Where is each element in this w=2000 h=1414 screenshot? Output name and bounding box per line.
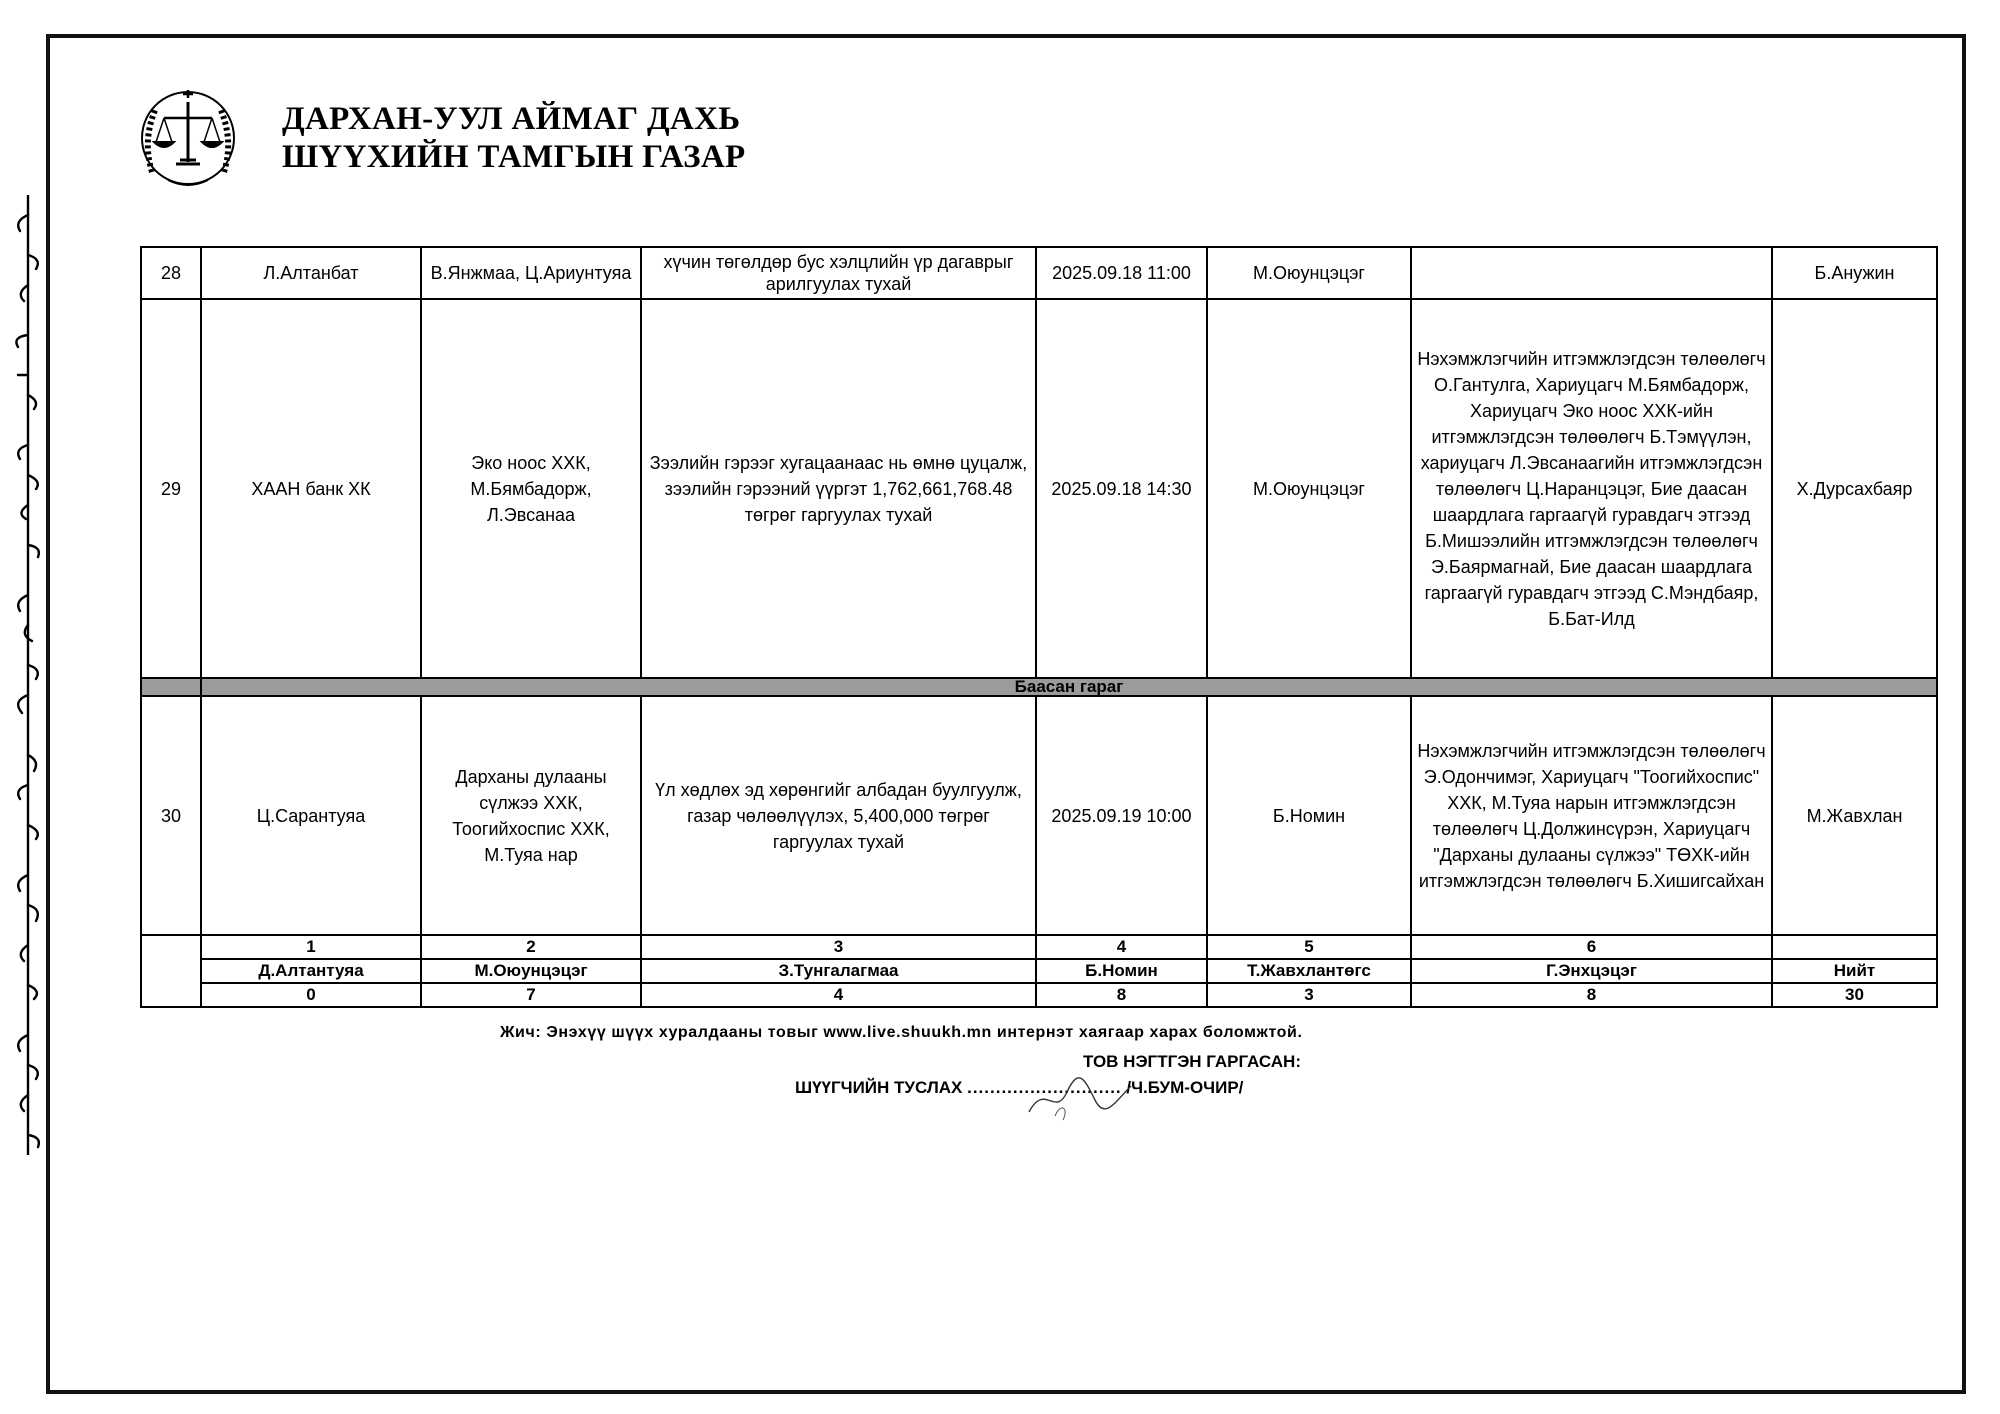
tally-count-row	[141, 983, 1937, 1007]
signature-line	[795, 1078, 1243, 1098]
tally-count: 3	[1207, 983, 1411, 1007]
judge-cell: Б.Номин	[1207, 696, 1411, 935]
secretary-cell: Б.Анужин	[1772, 247, 1937, 299]
tally-blank	[141, 935, 201, 1007]
claim-cell: Үл хөдлөх эд хөрөнгийг албадан буулгуулж, газар чөлөөлүүлэх, 5,400,000 төгрөг гаргуулах тухай	[641, 696, 1036, 935]
tally-count: 8	[1411, 983, 1772, 1007]
defendant-cell: В.Янжмаа, Ц.Ариунтуяа	[421, 247, 641, 299]
participants-cell: Нэхэмжлэгчийн итгэмжлэгдсэн төлөөлөгч О.Гантулга, Хариуцагч М.Бямбадорж, Хариуцагч Эко ноос ХХК-ийн итгэмжлэгдсэн төлөөлөгч Б.Тэмүүлэн, хариуцагч Л.Эвсанаагийн итгэмжлэгдсэн төлөөлөгч Ц.Наранцэцэг, Бие даасан шаардлага гаргаагүй гуравдагч этгээд Б.Мишээлийн итгэмжлэгдсэн төлөөлөгч Э.Баярмагнай, Бие даасан шаардлага гаргаагүй гуравдагч этгээд С.Мэндбаяр, Б.Бат-Илд	[1411, 299, 1772, 678]
hearing-schedule-table	[140, 246, 1938, 1008]
tally-judge-name: М.Оюунцэцэг	[421, 959, 641, 983]
table-row	[141, 247, 1937, 299]
tally-judge-name: Г.Энхцэцэг	[1411, 959, 1772, 983]
judge-cell: М.Оюунцэцэг	[1207, 299, 1411, 678]
judge-cell: М.Оюунцэцэг	[1207, 247, 1411, 299]
secretary-cell: М.Жавхлан	[1772, 696, 1937, 935]
tally-index: 4	[1036, 935, 1207, 959]
day-separator-row	[141, 678, 1937, 696]
tally-count: 4	[641, 983, 1036, 1007]
participants-cell	[1411, 247, 1772, 299]
table-row	[141, 696, 1937, 935]
tally-index: 5	[1207, 935, 1411, 959]
datetime-cell: 2025.09.18 14:30	[1036, 299, 1207, 678]
assistant-label: ШҮҮГЧИЙН ТУСЛАХ	[795, 1078, 963, 1097]
tally-index: 1	[201, 935, 421, 959]
vertical-mongolian-script	[8, 195, 48, 1155]
secretary-cell: Х.Дурсахбаяр	[1772, 299, 1937, 678]
datetime-cell: 2025.09.19 10:00	[1036, 696, 1207, 935]
tally-index-row	[141, 935, 1937, 959]
tally-index	[1772, 935, 1937, 959]
organization-name	[282, 100, 745, 176]
tally-index: 3	[641, 935, 1036, 959]
tally-judge-name: Б.Номин	[1036, 959, 1207, 983]
plaintiff-cell: ХААН банк ХК	[201, 299, 421, 678]
tally-name-row	[141, 959, 1937, 983]
assistant-name: /Ч.БУМ-ОЧИР/	[1126, 1078, 1244, 1097]
row-number: 29	[141, 299, 201, 678]
court-emblem-logo	[138, 80, 238, 200]
organization-name-line-1: ДАРХАН-УУЛ АЙМАГ ДАХЬ	[282, 101, 741, 137]
tally-index: 2	[421, 935, 641, 959]
defendant-cell: Дарханы дулааны сүлжээ ХХК, Тоогийхоспис ХХК, М.Туяа нар	[421, 696, 641, 935]
tally-judge-name: Т.Жавхлантөгс	[1207, 959, 1411, 983]
tally-count: 0	[201, 983, 421, 1007]
row-number: 30	[141, 696, 201, 935]
datetime-cell: 2025.09.18 11:00	[1036, 247, 1207, 299]
organization-name-line-2: ШҮҮХИЙН ТАМГЫН ГАЗАР	[282, 139, 746, 175]
signature-dots: ...........................	[967, 1078, 1122, 1097]
footnote: Жич: Энэхүү шүүх хуралдааны товыг www.live.shuukh.mn интернэт хаягаар харах боломжтой.	[500, 1024, 1303, 1041]
tally-index: 6	[1411, 935, 1772, 959]
tally-count: 7	[421, 983, 641, 1007]
plaintiff-cell: Л.Алтанбат	[201, 247, 421, 299]
claim-cell: Зээлийн гэрээг хугацаанаас нь өмнө цуцалж, зээлийн гэрээний үүргэт 1,762,661,768.48 төгрөг гаргуулах тухай	[641, 299, 1036, 678]
claim-cell: хүчин төгөлдөр бус хэлцлийн үр дагаврыг арилгуулах тухай	[641, 247, 1036, 299]
tally-judge-name: Д.Алтантуяа	[201, 959, 421, 983]
defendant-cell: Эко ноос ХХК, М.Бямбадорж, Л.Эвсанаа	[421, 299, 641, 678]
day-separator-blank	[141, 678, 201, 696]
day-label: Баасан гараг	[201, 678, 1937, 696]
row-number: 28	[141, 247, 201, 299]
tally-total-label: Нийт	[1772, 959, 1937, 983]
participants-cell: Нэхэмжлэгчийн итгэмжлэгдсэн төлөөлөгч Э.Одончимэг, Хариуцагч "Тоогийхоспис" ХХК, М.Туяа нарын итгэмжлэгдсэн төлөөлөгч Ц.Должинсүрэн, Хариуцагч "Дарханы дулааны сүлжээ" ТӨХК-ийн итгэмжлэгдсэн төлөөлөгч Б.Хишигсайхан	[1411, 696, 1772, 935]
tally-judge-name: З.Тунгалагмаа	[641, 959, 1036, 983]
tally-total: 30	[1772, 983, 1937, 1007]
handwritten-signature	[1025, 1072, 1135, 1122]
plaintiff-cell: Ц.Сарантуяа	[201, 696, 421, 935]
tally-count: 8	[1036, 983, 1207, 1007]
issued-by-label: ТОВ НЭГТГЭН ГАРГАСАН:	[1083, 1052, 1301, 1071]
table-row	[141, 299, 1937, 678]
